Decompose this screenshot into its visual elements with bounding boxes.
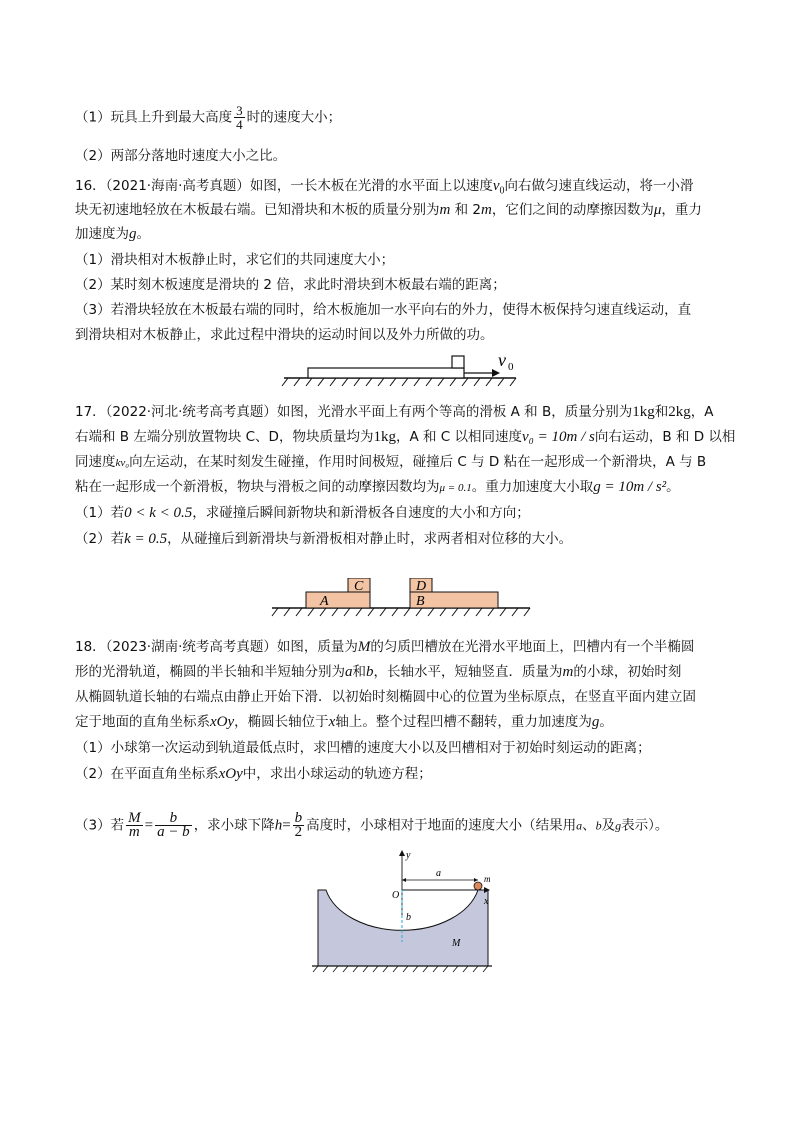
fig-v0-subscript: 0 [508,361,514,373]
groove-body [318,890,488,966]
fraction-b-over-a-minus-b: $\frac{b}{a - b}$ [157,810,190,840]
fig-label-y: y [406,850,411,861]
q18-part1: （1）小球第一次运动到轨道最低点时，求凹槽的速度大小以及凹槽相对于初始时刻运动的距离； [75,740,651,756]
velocity-arrow-icon [492,369,500,377]
fig-label-x: x [484,896,489,907]
fig-label-m: m [484,874,491,884]
q16-stem-line1: 16．（2021·海南·高考真题）如图，一长木板在光滑的水平面上以速度$v_0$向右做匀速直线运动，将一小滑 [75,178,694,197]
long-board [308,368,464,378]
ball-m [474,882,482,890]
q16-part3-line2: 到滑块相对木板静止，求此过程中滑块的运动时间以及外力所做的功。 [75,327,494,343]
q17-stem-line1: 17．（2022·河北·统考高考真题）如图，光滑水平面上有两个等高的滑板 A 和 B，质量分别为1kg和2kg，A [75,404,714,420]
small-slider-block [452,356,464,368]
q16-part1: （1）滑块相对木板静止时，求它们的共同速度大小； [75,252,395,268]
y-axis-arrow-icon [399,850,405,856]
q17-part2: （2）若k = 0.5，从碰撞后到新滑块与新滑板相对静止时，求两者相对位移的大小。 [75,531,573,547]
fig-v0-label: v [498,350,506,370]
fraction-m-over-m: $\frac{M}{m}$ [128,810,141,840]
q16-part2: （2）某时刻木板速度是滑块的 2 倍，求此时滑块到木板最右端的距离； [75,277,506,293]
q15-part1: （1）玩具上升到最大高度 $\frac{3}{4}$ 时的速度大小； [75,103,342,132]
fig-label-b: b [406,912,411,923]
board-a [306,592,370,608]
q17-stem-line3: 同速度kv₀向左运动，在某时刻发生碰撞，作用时间极短，碰撞后 C 与 D 粘在一起形成一个新滑块，A 与 B [75,454,707,470]
label-d: D [416,579,427,594]
q18-part3: （3）若 $\frac{M}{m}$ = $\frac{b}{a - b}$ ，求小球下降h= $\frac{b}{2}$ 高度时，小球相对于地面的速度大小（结果用a、b及g表示）。 [75,810,669,840]
fig-label-o: O [392,890,400,901]
fig-label-a: a [436,868,441,879]
q18-part2: （2）在平面直角坐标系xOy中，求出小球运动的轨迹方程； [75,766,432,782]
q17-part1: （1）若0 < k < 0.5，求碰撞后瞬间新物块和新滑板各自速度的大小和方向； [75,505,530,521]
q17-stem-line4: 粘在一起形成一个新滑板，物块与滑板之间的动摩擦因数均为μ = 0.1。重力加速度大小取g = 10m / s²。 [75,479,680,495]
q16-stem-line2: 块无初速地轻放在木板最右端。已知滑块和木板的质量分别为m 和 2m，它们之间的动摩擦因数为μ，重力 [75,202,702,218]
q18-stem-line3: 从椭圆轨道长轴的右端点由静止开始下滑．以初始时刻椭圆中心的位置为坐标原点，在竖直平面内建立固 [75,689,696,705]
label-c: C [354,579,364,594]
label-a: A [320,594,329,609]
q16-figure [280,348,520,388]
fraction-three-quarters: $\frac{3}{4}$ [236,103,243,132]
fig-label-big-m: M [452,938,461,949]
q16-stem-line3: 加速度为g。 [75,226,150,242]
q18-figure [308,848,494,974]
q16-part3-line1: （3）若滑块轻放在木板最右端的同时，给木板施加一水平向右的外力，使得木板保持匀速直线运动，直 [75,302,692,318]
label-b: B [416,594,425,609]
q15-part2: （2）两部分落地时速度大小之比。 [75,148,287,164]
fraction-b-over-2: $\frac{b}{2}$ [294,810,303,840]
q18-stem-line4: 定于地面的直角坐标系xOy，椭圆长轴位于x轴上。整个过程凹槽不翻转，重力加速度为g。 [75,714,613,730]
q18-stem-line1: 18．（2023·湖南·统考高考真题）如图，质量为M的匀质凹槽放在光滑水平地面上，凹槽内有一个半椭圆 [75,639,695,655]
q18-stem-line2: 形的光滑轨道，椭圆的半长轴和半短轴分别为a和b，长轴水平，短轴竖直．质量为m的小球，初始时刻 [75,664,682,680]
q17-figure [270,578,532,618]
q17-stem-line2: 右端和 B 左端分别放置物块 C、D，物块质量均为1kg，A 和 C 以相同速度v₀ = 10m / s向右运动，B 和 D 以相 [75,429,736,445]
